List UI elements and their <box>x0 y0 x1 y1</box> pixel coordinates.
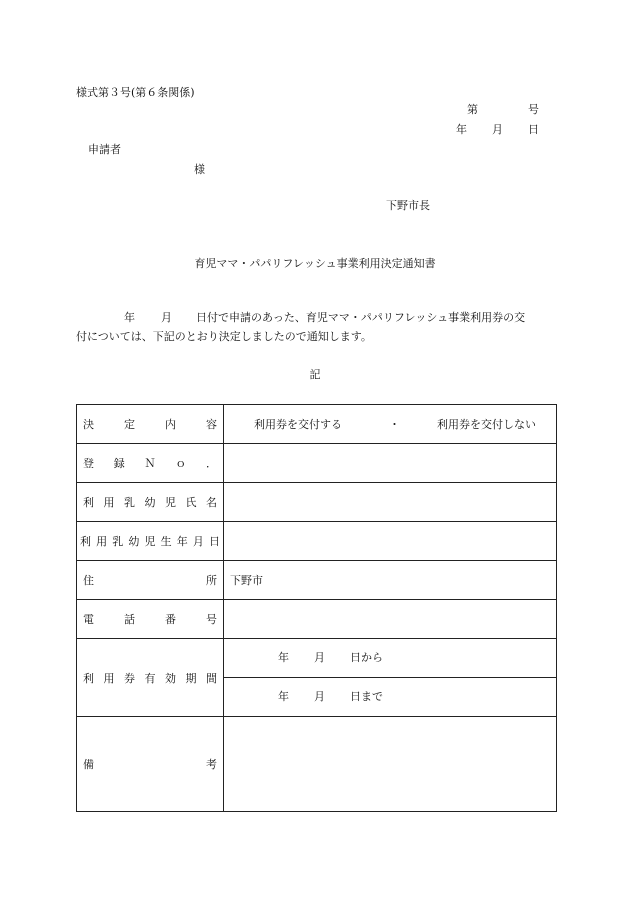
document-title: 育児ママ・パパリフレッシュ事業利用決定通知書 <box>194 257 436 270</box>
issue-date-day: 日 <box>528 123 539 136</box>
table-row <box>77 639 557 678</box>
value-registration-no[interactable] <box>224 444 557 483</box>
body-date-month: 月 <box>161 311 172 324</box>
table-row <box>77 405 557 444</box>
issue-date-year: 年 <box>456 123 467 136</box>
table-row <box>77 483 557 522</box>
body-line-1-text: 日付で申請のあった、育児ママ・パパリフレッシュ事業利用券の交 <box>196 311 526 324</box>
option-issue[interactable]: 利用券を交付する <box>254 418 342 431</box>
decision-table <box>76 404 557 812</box>
issuer-name: 下野市長 <box>386 199 430 212</box>
label-child-name: 利 用 乳 幼 児 氏 名 <box>77 483 224 522</box>
value-address[interactable]: 下野市 <box>224 561 557 600</box>
option-not-issue[interactable]: 利用券を交付しない <box>437 418 536 431</box>
value-phone[interactable] <box>224 600 557 639</box>
value-child-name[interactable] <box>224 483 557 522</box>
label-registration-no: 登 録 Ｎ ｏ ． <box>77 444 224 483</box>
value-remarks[interactable] <box>224 717 557 812</box>
option-separator: ・ <box>389 418 400 431</box>
label-remarks: 備 考 <box>77 717 224 812</box>
record-mark: 記 <box>309 368 321 381</box>
label-decision: 決 定 内 容 <box>77 405 224 444</box>
label-validity-period: 利 用 券 有 効 期 間 <box>77 639 224 717</box>
body-line-2: 付については、下記のとおり決定しましたので通知します。 <box>76 330 372 343</box>
value-child-birthdate[interactable] <box>224 522 557 561</box>
form-number: 様式第３号(第６条関係) <box>76 86 195 99</box>
body-date-year: 年 <box>124 311 135 324</box>
label-child-birthdate: 利 用 乳 幼 児 生 年 月 日 <box>77 522 224 561</box>
value-validity-to[interactable]: 年 月 日まで <box>224 678 557 717</box>
table-row <box>77 600 557 639</box>
table-row <box>77 561 557 600</box>
body-line-1 <box>76 311 557 325</box>
number-prefix: 第 <box>467 103 478 116</box>
issue-date-month: 月 <box>492 123 503 136</box>
decision-options <box>224 405 557 444</box>
applicant-honorific: 様 <box>194 163 205 176</box>
table-row <box>77 444 557 483</box>
document-number-line <box>467 103 539 117</box>
label-address: 住 所 <box>77 561 224 600</box>
number-suffix: 号 <box>528 103 539 116</box>
label-phone: 電 話 番 号 <box>77 600 224 639</box>
table-row <box>77 522 557 561</box>
table-row <box>77 717 557 812</box>
value-validity-from[interactable]: 年 月 日から <box>224 639 557 678</box>
applicant-label: 申請者 <box>88 143 121 156</box>
